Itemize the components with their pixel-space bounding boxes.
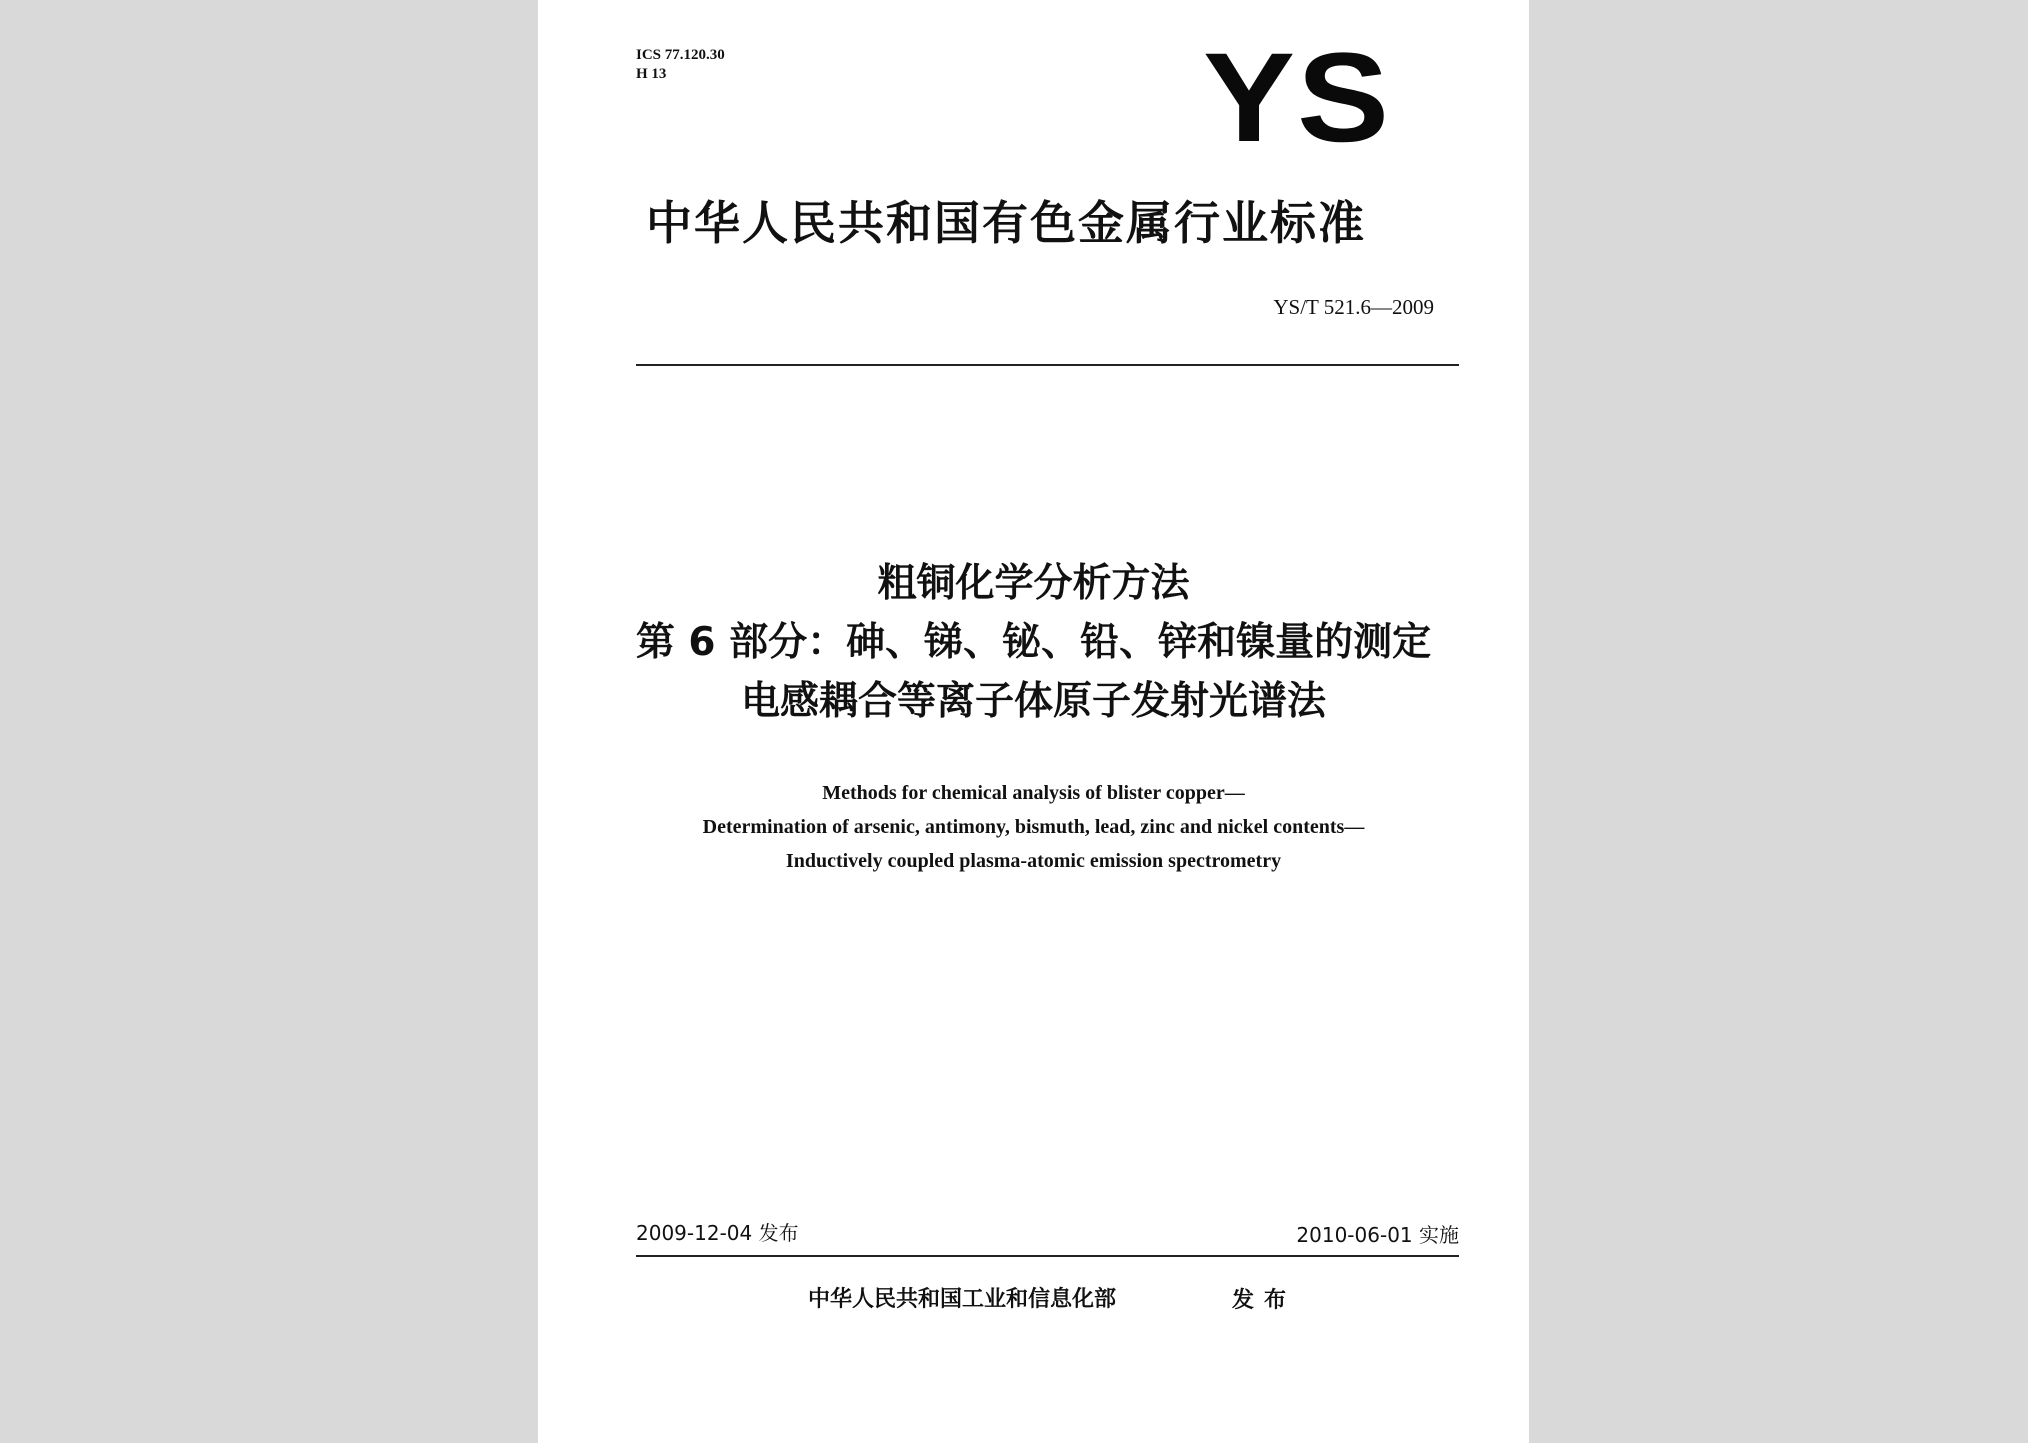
chinese-title-line-2: 第 6 部分：砷、锑、铋、铅、锌和镍量的测定 bbox=[635, 620, 1432, 665]
english-title-line-1: Methods for chemical analysis of blister copper— bbox=[822, 782, 1245, 804]
chinese-title-line-3: 电感耦合等离子体原子发射光谱法 bbox=[740, 679, 1326, 724]
industry-standard-title: 中华人民共和国有色金属行业标准 bbox=[646, 196, 1366, 250]
ccs-code: H 13 bbox=[636, 66, 667, 82]
english-title bbox=[538, 776, 1529, 878]
ys-logo: YS bbox=[1203, 26, 1392, 169]
document-page bbox=[538, 0, 1529, 1443]
publisher-name: 中华人民共和国工业和信息化部 bbox=[808, 1287, 1117, 1312]
chinese-title-line-1: 粗铜化学分析方法 bbox=[877, 561, 1190, 606]
english-title-line-3: Inductively coupled plasma-atomic emission spectrometry bbox=[785, 850, 1282, 872]
effective-date: 2010-06-01 实施 bbox=[1296, 1223, 1459, 1247]
header-divider bbox=[636, 364, 1459, 366]
date-divider bbox=[636, 1255, 1459, 1257]
publish-label: 发布 bbox=[1232, 1288, 1297, 1313]
chinese-title bbox=[538, 554, 1529, 731]
english-title-line-2: Determination of arsenic, antimony, bismuth, lead, zinc and nickel contents— bbox=[702, 816, 1365, 838]
classification-codes bbox=[636, 46, 725, 84]
ics-code: ICS 77.120.30 bbox=[636, 47, 725, 63]
issue-date: 2009-12-04 发布 bbox=[636, 1221, 799, 1245]
standard-number: YS/T 521.6—2009 bbox=[1273, 295, 1434, 319]
